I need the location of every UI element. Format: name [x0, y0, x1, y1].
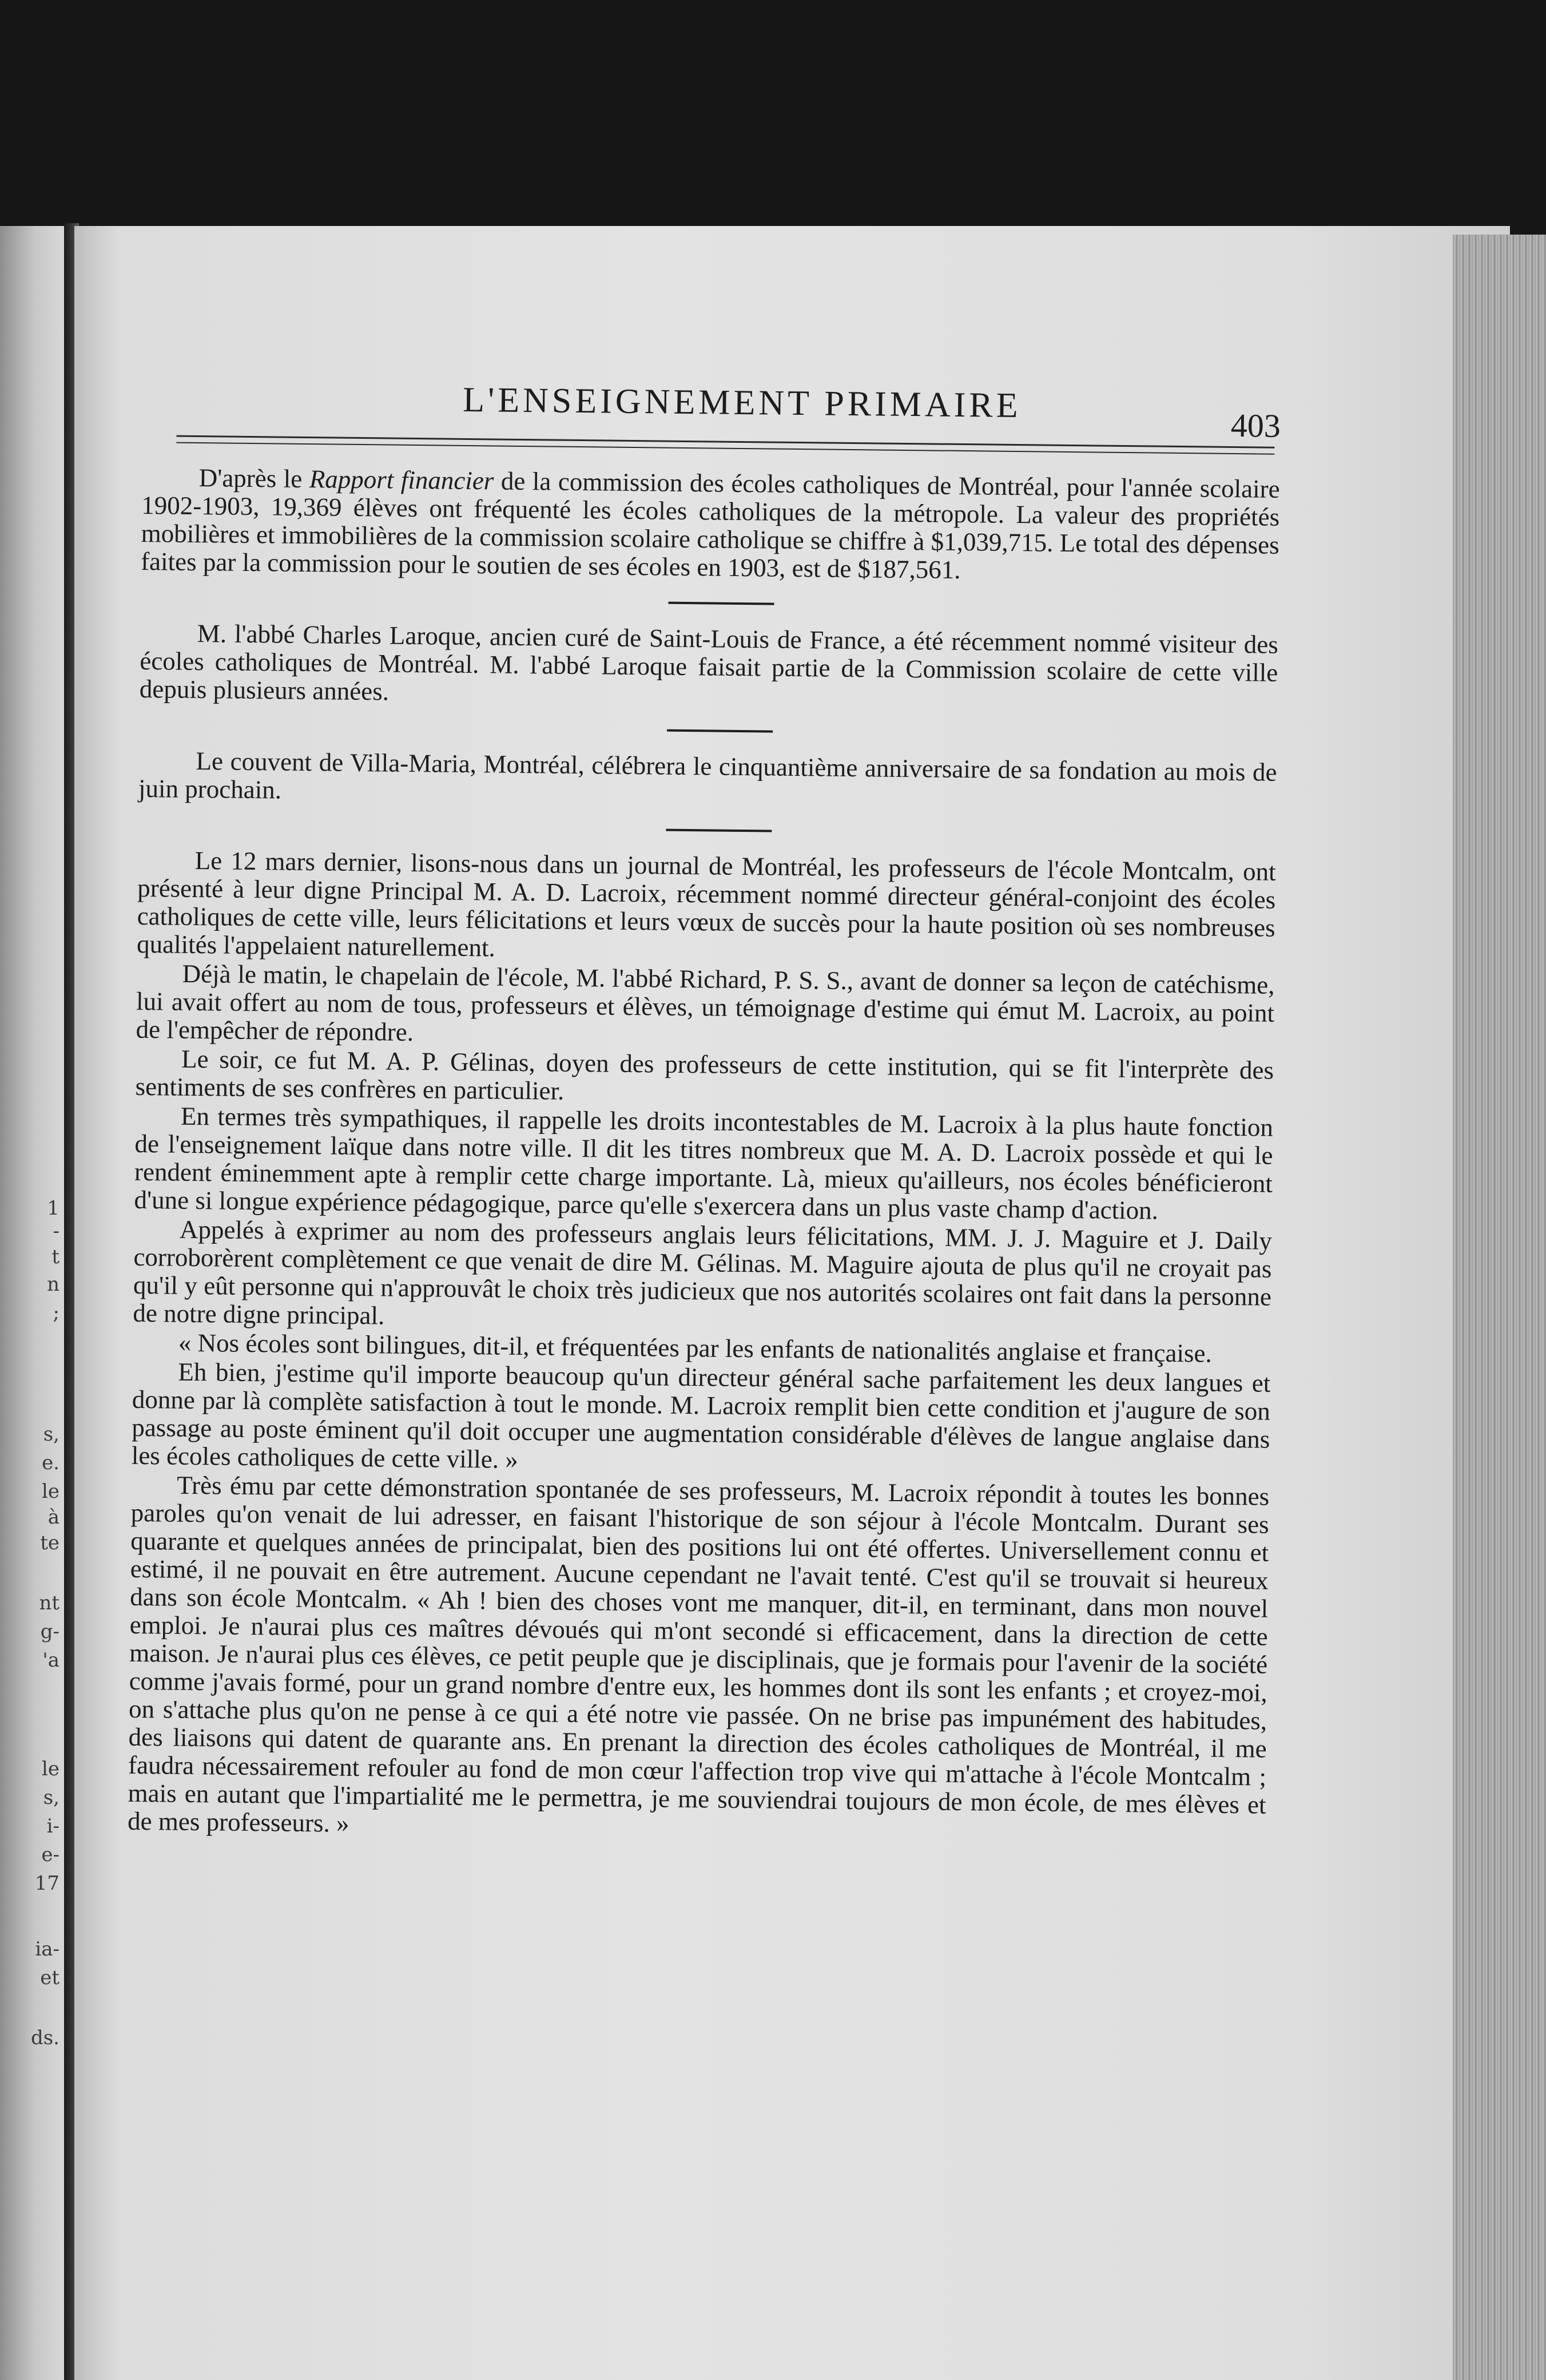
header-rule	[176, 442, 1274, 455]
paragraph: Le 12 mars dernier, lisons-nous dans un journal de Montréal, les professeurs de l'école Montcalm, ont présenté à leur digne Principal M. A. D. Lacroix, récemment nommé directeur général-conjoint des écoles catholiques de cette ville, leurs félicitations et leurs vœux de succès pour la haute position où ses nombreuses qualités l'appelaient naturellement.	[136, 846, 1276, 962]
margin-fragment: n	[47, 1273, 59, 1296]
margin-fragment: le	[42, 1480, 59, 1503]
page-number: 403	[1230, 406, 1281, 445]
paragraph: M. l'abbé Charles Laroque, ancien curé de Saint-Louis de France, a été récemment nommé visiteur des écoles catholiques de Montréal. M. l'abbé Laroque faisait partie de la Commission scolaire de cette ville depuis plusieurs années.	[139, 619, 1279, 706]
margin-fragment: nt	[39, 1592, 59, 1615]
page-content	[128, 355, 1281, 1847]
section-separator	[667, 729, 773, 733]
margin-fragment: 17	[34, 1872, 59, 1895]
report-title: Rapport financier	[309, 465, 494, 495]
margin-fragment: t	[51, 1245, 59, 1268]
margin-fragment: ds.	[30, 2026, 59, 2049]
paragraph: Le couvent de Villa-Maria, Montréal, célébrera le cinquantième anniversaire de sa fondation au mois de juin prochain.	[138, 747, 1277, 804]
running-title: L'ENSEIGNEMENT PRIMAIRE	[462, 380, 1022, 426]
header-rule	[176, 435, 1274, 449]
section-separator	[668, 602, 774, 605]
margin-fragment: e.	[42, 1451, 59, 1474]
margin-fragment: ;	[53, 1302, 59, 1324]
paragraph: Eh bien, j'estime qu'il importe beaucoup qu'un directeur général sache parfaitement les deux langues et donne par là complète satisfaction à tout le monde. M. Lacroix remplit bien cette condition et j'augure de son passage au poste éminent qu'il doit occuper une augmentation considérable d'élèves de langue anglaise dans les écoles catholiques de cette ville. »	[131, 1357, 1271, 1474]
paragraph: « Nos écoles sont bilingues, dit-il, et fréquentées par les enfants de nationalités anglaise et française.	[178, 1328, 1212, 1368]
margin-fragment: -	[53, 1220, 59, 1243]
margin-fragment: g-	[40, 1620, 59, 1643]
margin-fragment: 'a	[42, 1649, 59, 1672]
paragraph-text: de la commission des écoles catholiques de Montréal, pour l'année scolaire 1902-1903, 19,369 élèves ont fréquenté les écoles catholiques de la métropole. La valeur des propriétés mobilières et immobilières de la commission scolaire catholique se chiffre à $1,039,715. Le total des dépenses faites par la commission pour le soutien de ses écoles en 1903, est de $187,561.	[140, 466, 1280, 584]
margin-fragment: s,	[43, 1786, 59, 1809]
margin-fragment: et	[40, 1966, 59, 1989]
facing-page-margin-text	[0, 0, 64, 2380]
paragraph: Déjà le matin, le chapelain de l'école, M. l'abbé Richard, P. S. S., avant de donner sa leçon de catéchisme, lui avait offert au nom de tous, professeurs et élèves, un témoignage d'estime qui émut M. Lacroix, au point de l'empêcher de répondre.	[136, 959, 1275, 1047]
paragraph: En termes très sympathiques, il rappelle les droits incontestables de M. Lacroix à la plus haute fonction de l'enseignement laïque dans notre ville. Il dit les titres nombreux que M. A. D. Lacroix possède et qui le rendent éminemment apte à remplir cette charge importante. Là, mieux qu'ailleurs, nos écoles bénéficieront d'une si longue expérience pédagogique, parce qu'elle s'exercera dans un plus vaste champ d'action.	[134, 1101, 1274, 1225]
margin-fragment: à	[47, 1506, 59, 1529]
margin-fragment: e-	[41, 1843, 59, 1866]
margin-fragment: i-	[46, 1815, 59, 1838]
margin-fragment: te	[40, 1532, 59, 1554]
section-separator	[666, 829, 772, 832]
paragraph	[141, 463, 1280, 588]
margin-fragment: le	[42, 1758, 59, 1780]
running-head	[142, 355, 1281, 445]
paragraph: Très ému par cette démonstration spontanée de ses professeurs, M. Lacroix répondit à toutes les bonnes paroles qu'on venait de lui adresser, en faisant l'historique de son séjour à l'école Montcalm. Durant ses quarante et quelques années de principalat, bien des positions lui ont été offertes. Universellement connu et estimé, il ne pouvait en être autrement. Aucune cependant ne l'avait tenté. C'est qu'il se trouvait si heureux dans son école Montcalm. « Ah ! bien des choses vont me manquer, dit-il, en terminant, dans mon nouvel emploi. Je n'aurai plus ces maîtres dévoués qui m'ont secondé si efficacement, dans la direction de cette maison. Je n'aurai plus ces élèves, ce petit peuple que je disciplinais, que je formais pour l'avenir de la société comme j'avais formé, pour un grand nombre d'entre eux, les hommes dont ils sont les enfants ; et croyez-moi, on s'attache plus qu'on ne pense à ce qui a été notre vie passée. On ne brise pas impunément des habitudes, des liaisons qui datent de quarante ans. En prenant la direction des écoles catholiques de Montréal, il me faudra nécessairement refouler au fond de mon cœur l'affection trop vive qui m'attache à l'école Montcalm ; mais en autant que l'impartialité me le permettra, je me souviendrai toujours de mon école, de mes élèves et de mes professeurs. »	[127, 1470, 1270, 1838]
margin-fragment: 1	[47, 1197, 59, 1220]
paragraph: Appelés à exprimer au nom des professeurs anglais leurs félicitations, MM. J. J. Maguire et J. Daily corroborèrent complètement ce que venait de dire M. Gélinas. M. Maguire ajouta de plus qu'il ne croyait pas qu'il y eût personne qui n'approuvât le choix très judicieux que nos autorités scolaires ont fait dans la personne de notre digne principal.	[133, 1215, 1273, 1330]
margin-fragment: ia-	[35, 1938, 59, 1961]
margin-fragment: s,	[43, 1423, 59, 1446]
paragraph-lead: D'après le	[198, 463, 310, 494]
paragraph: Le soir, ce fut M. A. P. Gélinas, doyen des professeurs de cette institution, qui se fit l'interprète des sentiments de ses confrères en particulier.	[135, 1044, 1274, 1105]
page-stack-edges	[1453, 235, 1546, 2380]
